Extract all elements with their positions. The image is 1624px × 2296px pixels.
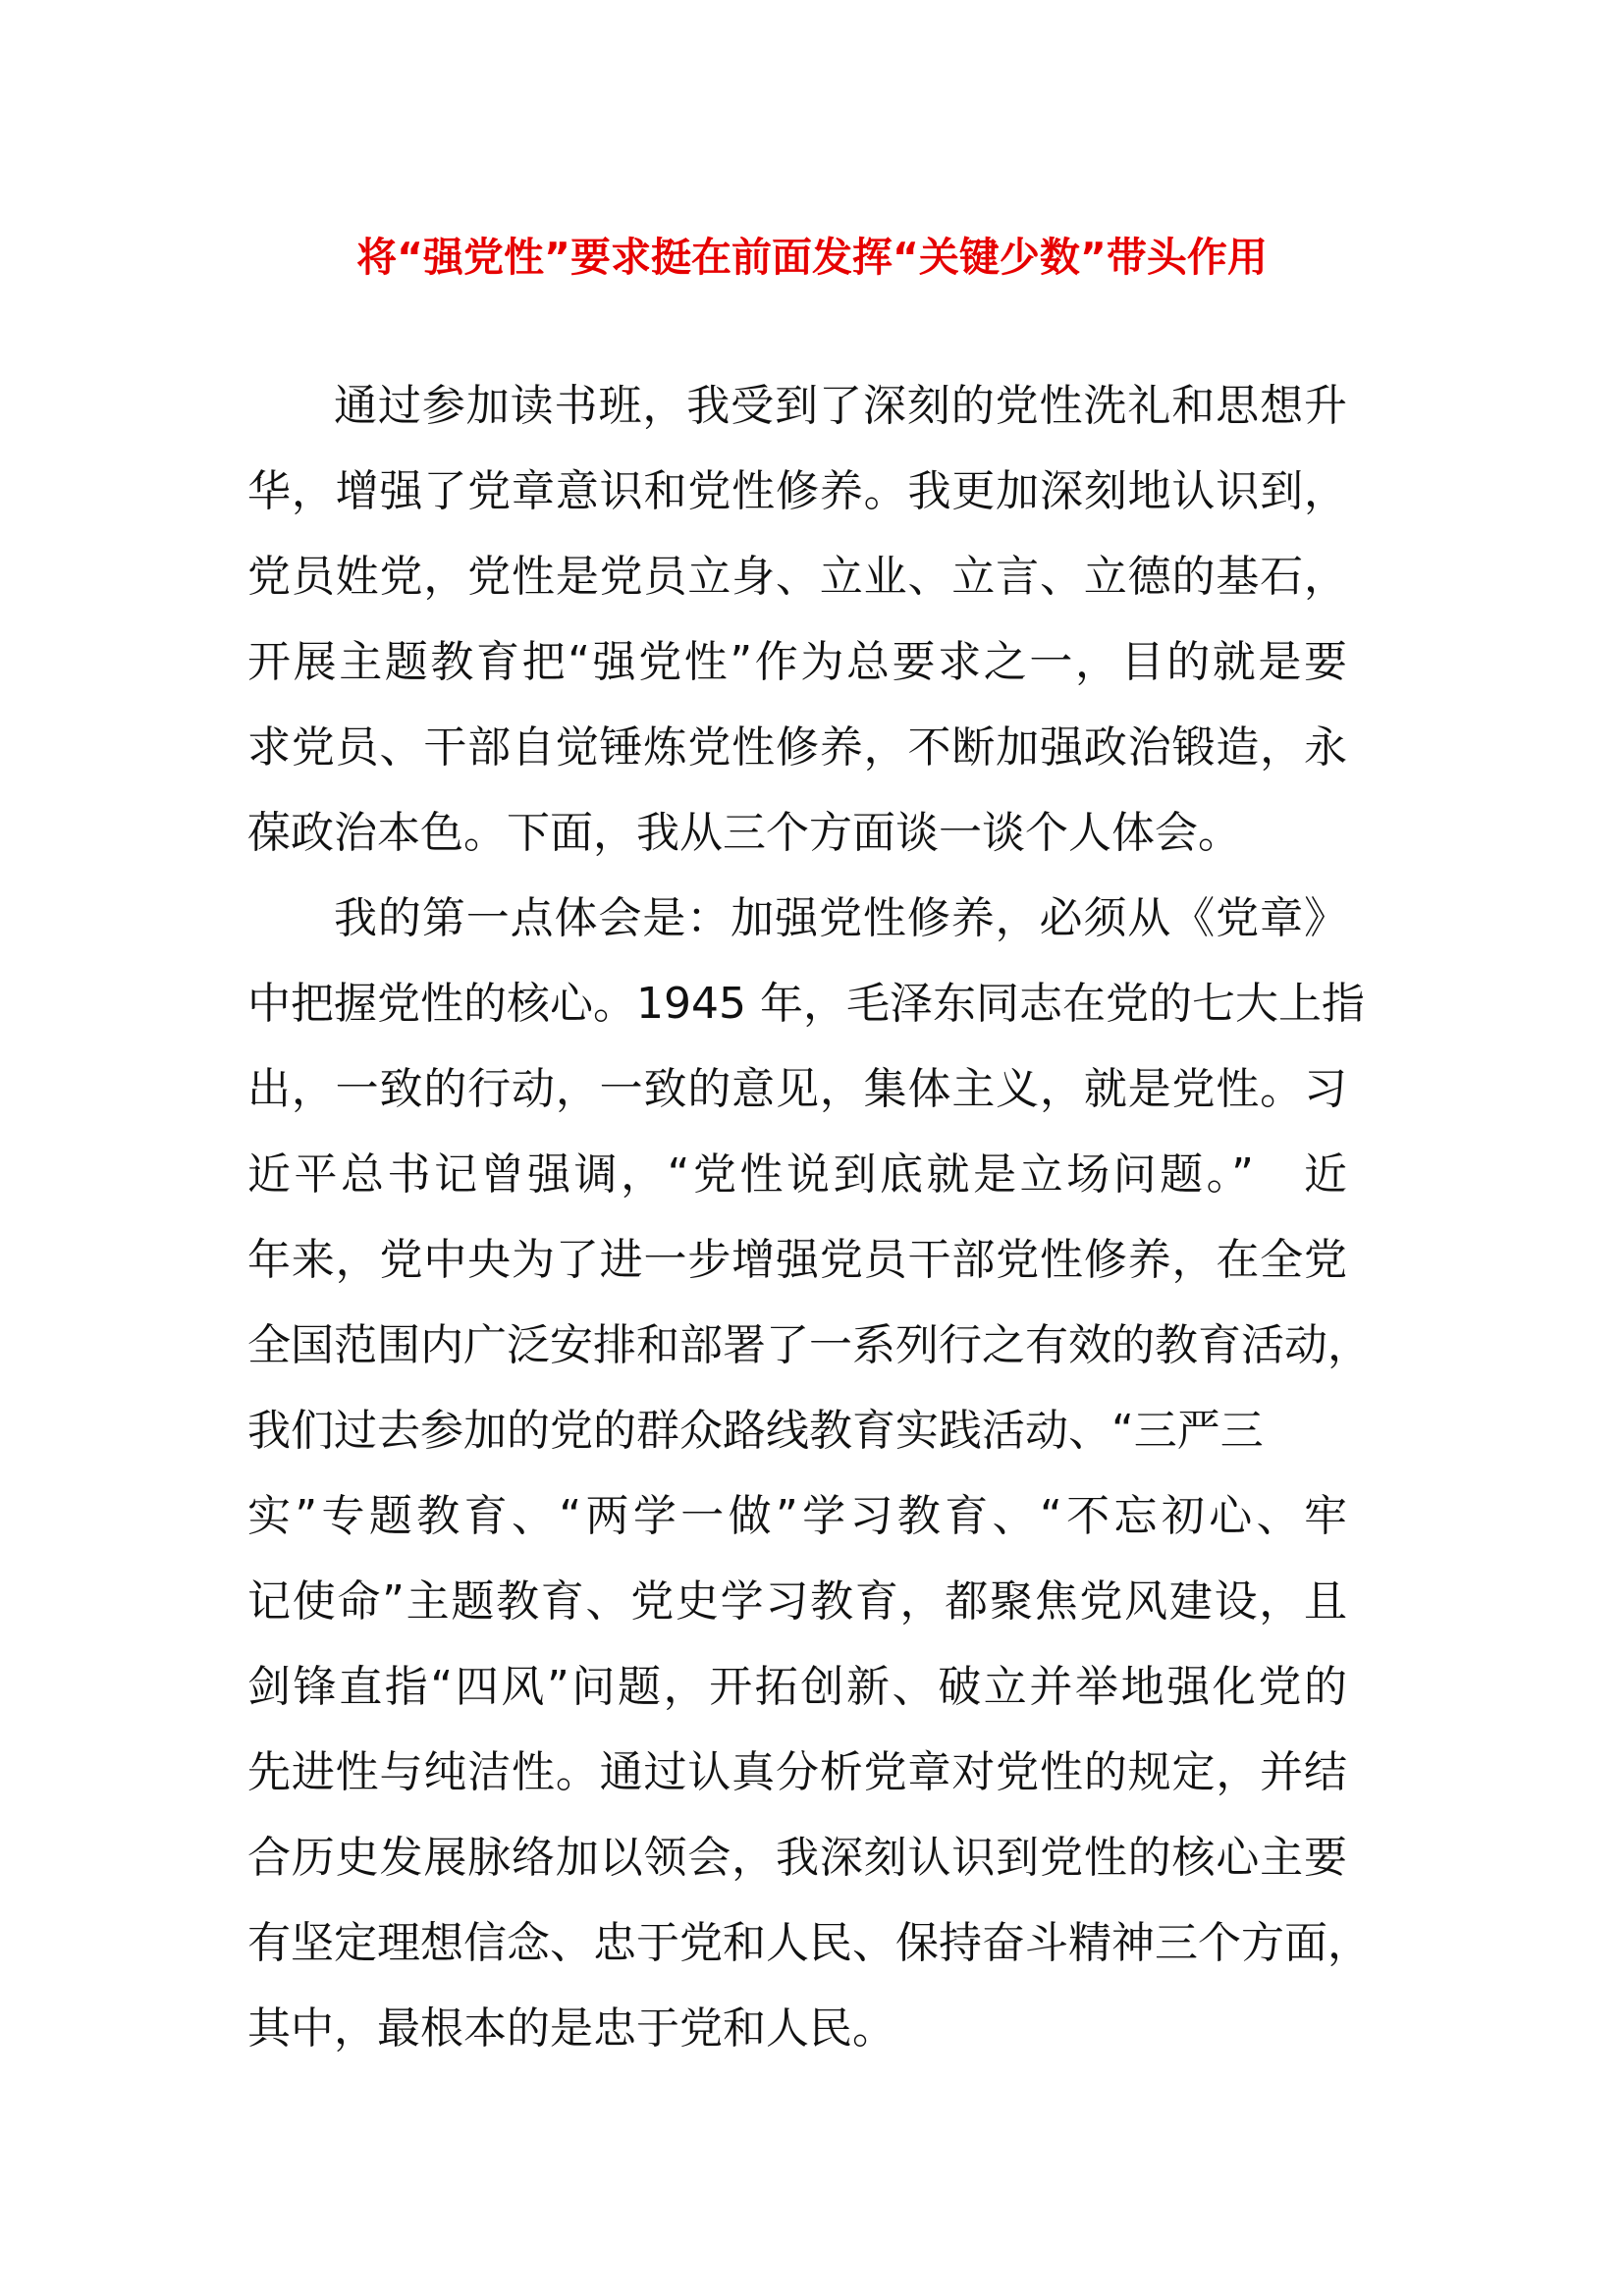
paragraph-line: 近平总书记曾强调，“党性说到底就是立场问题。” 近 [247,1149,1347,1200]
paragraph-line: 求党员、干部自觉锤炼党性修养，不断加强政治锻造，永 [247,722,1347,773]
document-title: 将“强党性”要求挺在前面发挥“关键少数”带头作用 [356,234,1268,281]
paragraph-1 [247,363,1347,876]
paragraph-line: 有坚定理想信念、忠于党和人民、保持奋斗精神三个方面， [247,1918,1371,1968]
paragraph-line: 实”专题教育、“两学一做”学习教育、“不忘初心、牢 [247,1491,1347,1541]
document-body [247,363,1371,2071]
paragraph-line: 我的第一点体会是：加强党性修养，必须从《党章》 [334,893,1347,943]
paragraph-line: 全国范围内广泛安排和部署了一系列行之有效的教育活动， [247,1320,1371,1370]
paragraph-line: 年来，党中央为了进一步增强党员干部党性修养，在全党 [247,1235,1347,1285]
paragraph-line: 通过参加读书班，我受到了深刻的党性洗礼和思想升 [334,381,1347,431]
paragraph-line: 记使命”主题教育、党史学习教育，都聚焦党风建设，且 [247,1576,1347,1627]
paragraph-line: 合历史发展脉络加以领会，我深刻认识到党性的核心主要 [247,1833,1347,1883]
paragraph-line: 出，一致的行动，一致的意见，集体主义，就是党性。习 [247,1064,1347,1114]
paragraph-line: 华，增强了党章意识和党性修养。我更加深刻地认识到， [247,466,1347,516]
paragraph-line: 中把握党性的核心。1945 年，毛泽东同志在党的七大上指 [247,979,1365,1029]
paragraph-line: 其中，最根本的是忠于党和人民。 [247,2003,895,2054]
paragraph-line: 葆政治本色。下面，我从三个方面谈一谈个人体会。 [247,808,1241,858]
paragraph-line: 党员姓党，党性是党员立身、立业、立言、立德的基石， [247,552,1347,602]
paragraph-line: 开展主题教育把“强党性”作为总要求之一，目的就是要 [247,637,1347,687]
paragraph-2 [247,876,1371,2071]
paragraph-line: 剑锋直指“四风”问题，开拓创新、破立并举地强化党的 [247,1662,1347,1712]
paragraph-line: 先进性与纯洁性。通过认真分析党章对党性的规定，并结 [247,1747,1347,1797]
paragraph-line: 我们过去参加的党的群众路线教育实践活动、“三严三 [247,1406,1264,1456]
